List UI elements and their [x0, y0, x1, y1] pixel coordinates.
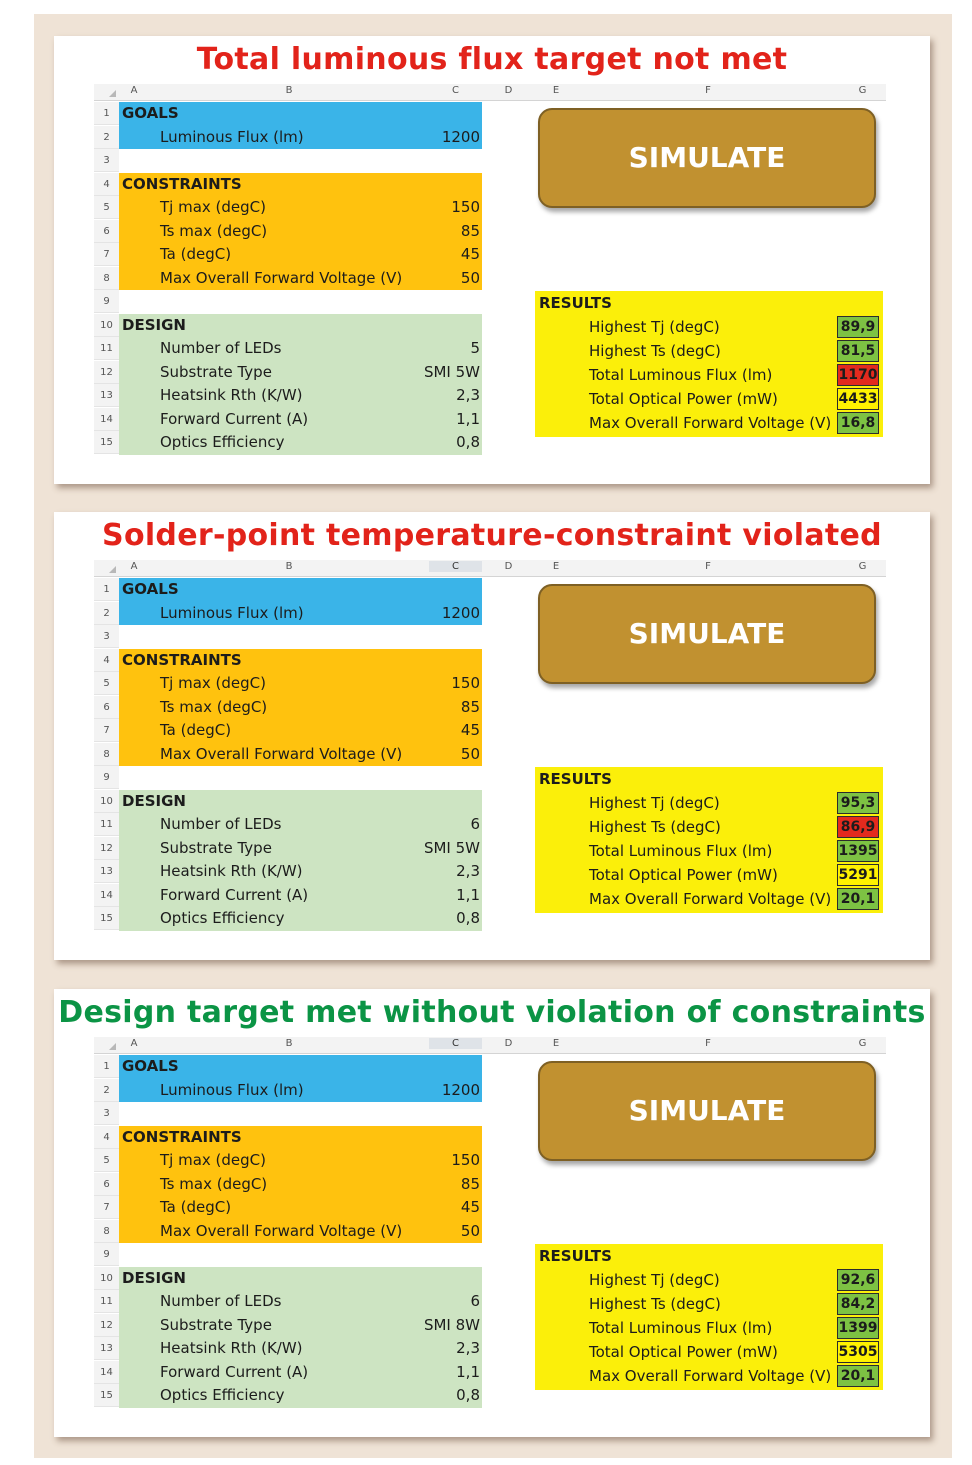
row-header-9[interactable]: 9 — [94, 290, 119, 313]
column-header-d[interactable]: D — [504, 1038, 513, 1049]
result-label-max-overall-forward-voltage-v: Max Overall Forward Voltage (V) — [589, 1367, 832, 1385]
result-label-highest-ts-degc: Highest Ts (degC) — [589, 818, 721, 836]
result-label-total-optical-power-mw: Total Optical Power (mW) — [589, 866, 778, 884]
row-header-4[interactable]: 4 — [94, 649, 119, 672]
row-header-5[interactable]: 5 — [94, 196, 119, 219]
row-header-7[interactable]: 7 — [94, 243, 119, 266]
result-label-total-luminous-flux-lm: Total Luminous Flux (lm) — [589, 366, 773, 384]
column-header-e[interactable]: E — [552, 1038, 560, 1049]
design-label-substrate-type: Substrate Type — [160, 362, 272, 381]
row-header-7[interactable]: 7 — [94, 719, 119, 742]
result-value-highest-tj-degc: 89,9 — [837, 316, 879, 338]
constraints-label-tj-max-degc: Tj max (degC) — [160, 198, 266, 216]
spreadsheet — [94, 84, 886, 456]
goals-value-luminous-flux-lm[interactable]: 1200 — [441, 1080, 480, 1099]
result-label-total-luminous-flux-lm: Total Luminous Flux (lm) — [589, 1319, 773, 1337]
design-header: DESIGN — [122, 791, 186, 810]
column-header-f[interactable]: F — [705, 85, 711, 96]
design-label-number-of-leds: Number of LEDs — [160, 1292, 282, 1310]
column-header-c[interactable]: C — [452, 85, 459, 96]
result-value-total-optical-power-mw: 5291 — [837, 864, 879, 886]
row-header-3[interactable]: 3 — [94, 149, 119, 172]
column-header-c[interactable]: C — [429, 561, 482, 572]
constraints-label-max-overall-forward-voltage-v: Max Overall Forward Voltage (V) — [160, 744, 403, 763]
result-label-highest-tj-degc: Highest Tj (degC) — [589, 794, 720, 812]
results-header: RESULTS — [539, 770, 612, 788]
result-value-highest-ts-degc: 81,5 — [837, 340, 879, 362]
simulate-button[interactable]: SIMULATE — [538, 584, 876, 684]
constraints-label-ts-max-degc: Ts max (degC) — [160, 1174, 268, 1193]
results-header: RESULTS — [539, 1247, 612, 1265]
simulate-button[interactable]: SIMULATE — [538, 108, 876, 208]
constraints-value-ts-max-degc[interactable]: 85 — [460, 697, 480, 716]
row-header-3[interactable]: 3 — [94, 1102, 119, 1125]
row-header-15[interactable]: 15 — [94, 431, 119, 454]
design-label-forward-current-a: Forward Current (A) — [160, 885, 309, 904]
column-header-d[interactable]: D — [504, 85, 513, 96]
design-value-heatsink-rth-k-w[interactable]: 2,3 — [456, 1339, 480, 1357]
results-block — [535, 1244, 883, 1390]
result-label-highest-tj-degc: Highest Tj (degC) — [589, 1271, 720, 1289]
spreadsheet — [94, 1037, 886, 1409]
panel-1 — [54, 36, 930, 484]
row-header-11[interactable]: 11 — [94, 813, 119, 836]
column-header-bar — [94, 560, 886, 577]
result-label-total-luminous-flux-lm: Total Luminous Flux (lm) — [589, 842, 773, 860]
design-value-forward-current-a[interactable]: 1,1 — [456, 885, 480, 904]
row-header-9[interactable]: 9 — [94, 766, 119, 789]
constraints-value-max-overall-forward-voltage-v[interactable]: 50 — [460, 268, 480, 287]
row-header-2[interactable]: 2 — [94, 126, 119, 149]
row-header-8[interactable]: 8 — [94, 267, 119, 290]
row-header-4[interactable]: 4 — [94, 1126, 119, 1149]
design-value-heatsink-rth-k-w[interactable]: 2,3 — [456, 862, 480, 880]
row-header-6[interactable]: 6 — [94, 220, 119, 243]
result-value-total-optical-power-mw: 5305 — [837, 1341, 879, 1363]
goals-header: GOALS — [122, 1057, 179, 1075]
result-label-highest-tj-degc: Highest Tj (degC) — [589, 318, 720, 336]
row-header-15[interactable]: 15 — [94, 907, 119, 930]
column-header-g[interactable]: G — [858, 1038, 867, 1049]
result-label-total-optical-power-mw: Total Optical Power (mW) — [589, 1343, 778, 1361]
row-header-1[interactable]: 1 — [94, 102, 119, 125]
design-value-forward-current-a[interactable]: 1,1 — [456, 1362, 480, 1381]
column-header-a[interactable]: A — [130, 85, 138, 96]
result-value-highest-ts-degc: 84,2 — [837, 1293, 879, 1315]
column-header-f[interactable]: F — [705, 561, 711, 572]
constraints-value-ta-degc[interactable]: 45 — [460, 1198, 480, 1216]
row-header-5[interactable]: 5 — [94, 1149, 119, 1172]
row-header-14[interactable]: 14 — [94, 408, 119, 431]
design-label-substrate-type: Substrate Type — [160, 838, 272, 857]
row-header-8[interactable]: 8 — [94, 1220, 119, 1243]
design-label-heatsink-rth-k-w: Heatsink Rth (K/W) — [160, 1339, 303, 1357]
row-header-2[interactable]: 2 — [94, 1079, 119, 1102]
design-value-optics-efficiency[interactable]: 0,8 — [456, 433, 480, 451]
design-label-forward-current-a: Forward Current (A) — [160, 1362, 309, 1381]
design-label-substrate-type: Substrate Type — [160, 1315, 272, 1334]
result-value-total-luminous-flux-lm: 1395 — [837, 840, 879, 862]
result-value-max-overall-forward-voltage-v: 16,8 — [837, 412, 879, 434]
column-header-e[interactable]: E — [552, 561, 560, 572]
column-header-g[interactable]: G — [858, 561, 867, 572]
result-value-total-luminous-flux-lm: 1170 — [837, 364, 879, 386]
goals-value-luminous-flux-lm[interactable]: 1200 — [441, 127, 480, 146]
constraints-value-max-overall-forward-voltage-v[interactable]: 50 — [460, 744, 480, 763]
simulate-button[interactable]: SIMULATE — [538, 1061, 876, 1161]
result-value-total-luminous-flux-lm: 1399 — [837, 1317, 879, 1339]
result-value-highest-tj-degc: 95,3 — [837, 792, 879, 814]
result-label-max-overall-forward-voltage-v: Max Overall Forward Voltage (V) — [589, 414, 832, 432]
constraints-label-ta-degc: Ta (degC) — [160, 721, 232, 739]
design-label-heatsink-rth-k-w: Heatsink Rth (K/W) — [160, 862, 303, 880]
figure-frame — [34, 14, 952, 1458]
results-header: RESULTS — [539, 294, 612, 312]
goals-value-luminous-flux-lm[interactable]: 1200 — [441, 603, 480, 622]
row-header-3[interactable]: 3 — [94, 625, 119, 648]
constraints-header: CONSTRAINTS — [122, 174, 242, 193]
goals-label-luminous-flux-lm: Luminous Flux (lm) — [160, 127, 304, 146]
design-value-number-of-leds[interactable]: 6 — [470, 1292, 480, 1310]
column-header-f[interactable]: F — [705, 1038, 711, 1049]
goals-label-luminous-flux-lm: Luminous Flux (lm) — [160, 603, 304, 622]
constraints-value-tj-max-degc[interactable]: 150 — [451, 1151, 480, 1169]
constraints-label-tj-max-degc: Tj max (degC) — [160, 1151, 266, 1169]
row-header-11[interactable]: 11 — [94, 337, 119, 360]
design-label-number-of-leds: Number of LEDs — [160, 815, 282, 833]
row-header-7[interactable]: 7 — [94, 1196, 119, 1219]
column-header-bar — [94, 84, 886, 101]
design-value-substrate-type[interactable]: SMI 5W — [423, 362, 480, 381]
result-label-highest-ts-degc: Highest Ts (degC) — [589, 342, 721, 360]
select-all-corner[interactable] — [94, 560, 119, 576]
row-header-10[interactable]: 10 — [94, 1267, 119, 1290]
design-value-heatsink-rth-k-w[interactable]: 2,3 — [456, 386, 480, 404]
row-header-4[interactable]: 4 — [94, 173, 119, 196]
select-all-corner[interactable] — [94, 1037, 119, 1053]
design-label-forward-current-a: Forward Current (A) — [160, 409, 309, 428]
goals-header: GOALS — [122, 104, 179, 122]
row-header-8[interactable]: 8 — [94, 743, 119, 766]
design-label-number-of-leds: Number of LEDs — [160, 339, 282, 357]
row-header-15[interactable]: 15 — [94, 1384, 119, 1407]
constraints-label-ts-max-degc: Ts max (degC) — [160, 221, 268, 240]
result-value-highest-tj-degc: 92,6 — [837, 1269, 879, 1291]
row-header-14[interactable]: 14 — [94, 1361, 119, 1384]
row-header-13[interactable]: 13 — [94, 384, 119, 407]
column-header-e[interactable]: E — [552, 85, 560, 96]
row-header-6[interactable]: 6 — [94, 1173, 119, 1196]
constraints-value-tj-max-degc[interactable]: 150 — [451, 198, 480, 216]
constraints-value-max-overall-forward-voltage-v[interactable]: 50 — [460, 1221, 480, 1240]
column-header-g[interactable]: G — [858, 85, 867, 96]
constraints-label-ta-degc: Ta (degC) — [160, 245, 232, 263]
constraints-value-ta-degc[interactable]: 45 — [460, 245, 480, 263]
design-header: DESIGN — [122, 1268, 186, 1287]
result-label-total-optical-power-mw: Total Optical Power (mW) — [589, 390, 778, 408]
constraints-value-ts-max-degc[interactable]: 85 — [460, 221, 480, 240]
design-label-heatsink-rth-k-w: Heatsink Rth (K/W) — [160, 386, 303, 404]
goals-header: GOALS — [122, 580, 179, 598]
row-header-14[interactable]: 14 — [94, 884, 119, 907]
panel-3 — [54, 989, 930, 1437]
panel-title: Total luminous flux target not met — [196, 42, 788, 77]
column-header-b[interactable]: B — [285, 1038, 293, 1049]
design-label-optics-efficiency: Optics Efficiency — [160, 909, 285, 927]
row-header-10[interactable]: 10 — [94, 314, 119, 337]
constraints-value-ta-degc[interactable]: 45 — [460, 721, 480, 739]
row-header-13[interactable]: 13 — [94, 860, 119, 883]
constraints-label-ta-degc: Ta (degC) — [160, 1198, 232, 1216]
constraints-label-max-overall-forward-voltage-v: Max Overall Forward Voltage (V) — [160, 268, 403, 287]
constraints-label-ts-max-degc: Ts max (degC) — [160, 697, 268, 716]
constraints-header: CONSTRAINTS — [122, 1127, 242, 1146]
design-value-number-of-leds[interactable]: 5 — [470, 339, 480, 357]
results-block — [535, 767, 883, 913]
result-value-highest-ts-degc: 86,9 — [837, 816, 879, 838]
constraints-value-ts-max-degc[interactable]: 85 — [460, 1174, 480, 1193]
panel-2 — [54, 512, 930, 960]
constraints-header: CONSTRAINTS — [122, 650, 242, 669]
design-value-substrate-type[interactable]: SMI 5W — [423, 838, 480, 857]
goals-label-luminous-flux-lm: Luminous Flux (lm) — [160, 1080, 304, 1099]
row-header-12[interactable]: 12 — [94, 1314, 119, 1337]
constraints-label-max-overall-forward-voltage-v: Max Overall Forward Voltage (V) — [160, 1221, 403, 1240]
design-value-optics-efficiency[interactable]: 0,8 — [456, 1386, 480, 1404]
row-header-10[interactable]: 10 — [94, 790, 119, 813]
result-label-max-overall-forward-voltage-v: Max Overall Forward Voltage (V) — [589, 890, 832, 908]
panel-title: Design target met without violation of constraints — [58, 995, 926, 1030]
row-header-11[interactable]: 11 — [94, 1290, 119, 1313]
results-block — [535, 291, 883, 437]
row-header-12[interactable]: 12 — [94, 361, 119, 384]
row-header-12[interactable]: 12 — [94, 837, 119, 860]
select-all-corner[interactable] — [94, 84, 119, 100]
result-value-max-overall-forward-voltage-v: 20,1 — [837, 888, 879, 910]
design-value-number-of-leds[interactable]: 6 — [470, 815, 480, 833]
row-header-2[interactable]: 2 — [94, 602, 119, 625]
column-header-b[interactable]: B — [285, 85, 293, 96]
row-header-6[interactable]: 6 — [94, 696, 119, 719]
design-header: DESIGN — [122, 315, 186, 334]
design-value-forward-current-a[interactable]: 1,1 — [456, 409, 480, 428]
column-header-a[interactable]: A — [130, 1038, 138, 1049]
design-label-optics-efficiency: Optics Efficiency — [160, 1386, 285, 1404]
result-value-total-optical-power-mw: 4433 — [837, 388, 879, 410]
row-header-13[interactable]: 13 — [94, 1337, 119, 1360]
row-header-1[interactable]: 1 — [94, 1055, 119, 1078]
spreadsheet — [94, 560, 886, 932]
row-header-1[interactable]: 1 — [94, 578, 119, 601]
design-label-optics-efficiency: Optics Efficiency — [160, 433, 285, 451]
row-header-9[interactable]: 9 — [94, 1243, 119, 1266]
column-header-bar — [94, 1037, 886, 1054]
column-header-c[interactable]: C — [429, 1038, 482, 1049]
result-value-max-overall-forward-voltage-v: 20,1 — [837, 1365, 879, 1387]
column-header-a[interactable]: A — [130, 561, 138, 572]
column-header-d[interactable]: D — [504, 561, 513, 572]
design-value-optics-efficiency[interactable]: 0,8 — [456, 909, 480, 927]
design-value-substrate-type[interactable]: SMI 8W — [423, 1315, 480, 1334]
result-label-highest-ts-degc: Highest Ts (degC) — [589, 1295, 721, 1313]
constraints-label-tj-max-degc: Tj max (degC) — [160, 674, 266, 692]
column-header-b[interactable]: B — [285, 561, 293, 572]
panel-title: Solder-point temperature-constraint violated — [102, 518, 882, 553]
constraints-value-tj-max-degc[interactable]: 150 — [451, 674, 480, 692]
row-header-5[interactable]: 5 — [94, 672, 119, 695]
